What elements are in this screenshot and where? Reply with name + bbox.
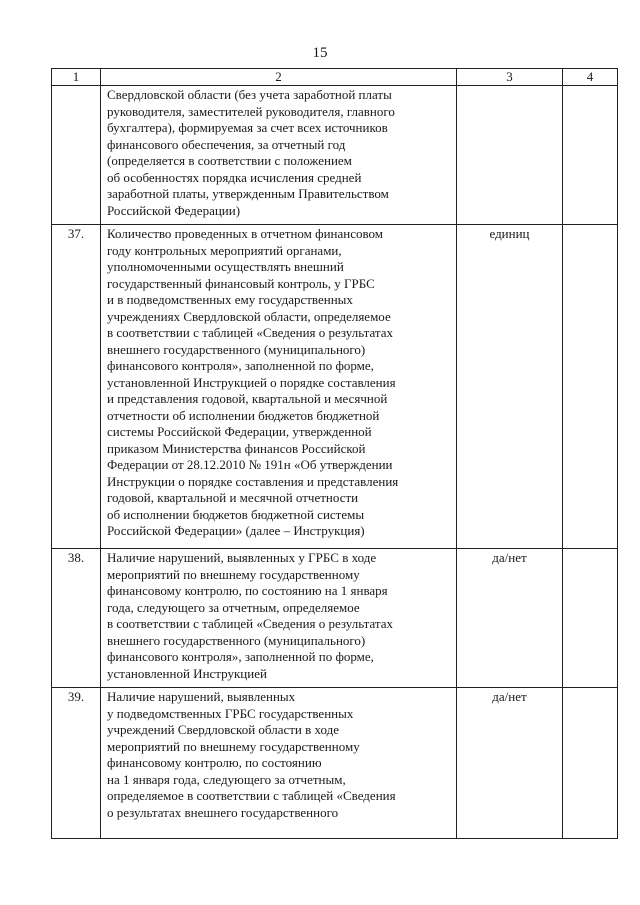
indicator-value (563, 225, 618, 549)
column-header-2: 2 (101, 69, 457, 86)
table-row (52, 549, 618, 688)
row-number (52, 86, 101, 225)
unit-of-measure: да/нет (457, 549, 563, 688)
indicator-value (563, 688, 618, 839)
indicator-description: Наличие нарушений, выявленных у подведомственных ГРБС государственных учреждений Свердловской области в ходе мероприятий по внешнему государственному финансовому контролю, по состоянию на 1 января года, следующего за отчетным, определяемое в соответствии с таблицей «Сведения о результатах внешнего государственного (101, 688, 457, 839)
row-number: 39. (52, 688, 101, 839)
indicators-table (51, 68, 618, 839)
table-row (52, 86, 618, 225)
row-number: 38. (52, 549, 101, 688)
indicator-description: Наличие нарушений, выявленных у ГРБС в ходе мероприятий по внешнему государственному финансовому контролю, по состоянию на 1 января года, следующего за отчетным, определяемое в соответствии с таблицей «Сведения о результатах внешнего государственного (муниципального) финансового контроля», заполненной по форме, установленной Инструкцией (101, 549, 457, 688)
column-header-3: 3 (457, 69, 563, 86)
indicator-description: Количество проведенных в отчетном финансовом году контрольных мероприятий органами, уполномоченными осуществлять внешний государственный финансовый контроль, у ГРБС и в подведомственных ему государственных учреждениях Свердловской области, определяемое в соответствии с таблицей «Сведения о результатах внешнего государственного (муниципального) финансового контроля», заполненной по форме, установленной Инструкцией о порядке составления и представления годовой, квартальной и месячной отчетности об исполнении бюджетов бюджетной системы Российской Федерации, утвержденной приказом Министерства финансов Российской Федерации от 28.12.2010 № 191н «Об утверждении Инструкции о порядке составления и представления годовой, квартальной и месячной отчетности об исполнении бюджетов бюджетной системы Российской Федерации» (далее – Инструкция) (101, 225, 457, 549)
table-header-row (52, 69, 618, 86)
table-row (52, 225, 618, 549)
indicator-value (563, 86, 618, 225)
indicator-description: Свердловской области (без учета заработной платы руководителя, заместителей руководителя, главного бухгалтера), формируемая за счет всех источников финансового обеспечения, за отчетный год (определяется в соответствии с положением об особенностях порядка исчисления средней заработной платы, утвержденным Правительством Российской Федерации) (101, 86, 457, 225)
unit-of-measure: единиц (457, 225, 563, 549)
column-header-1: 1 (52, 69, 101, 86)
unit-of-measure: да/нет (457, 688, 563, 839)
row-number: 37. (52, 225, 101, 549)
table-row (52, 688, 618, 839)
column-header-4: 4 (563, 69, 618, 86)
unit-of-measure (457, 86, 563, 225)
indicator-value (563, 549, 618, 688)
page-number: 15 (312, 45, 328, 61)
